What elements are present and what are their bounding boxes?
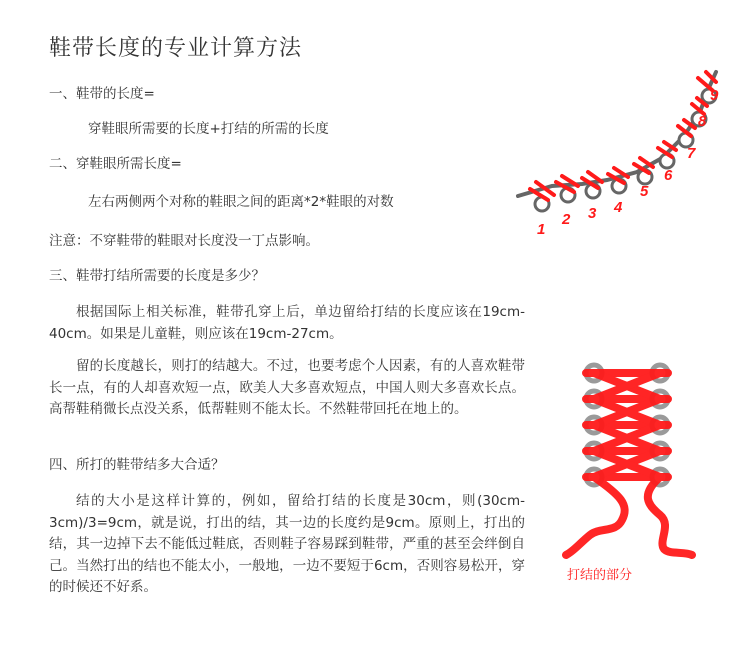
lace-tail-right: [648, 477, 692, 555]
section-2-body: 左右两侧两个对称的鞋眼之间的距离*2*鞋眼的对数: [88, 194, 394, 210]
lacing-caption: 打结的部分: [567, 568, 633, 583]
eyelet-number-1: 1: [537, 221, 546, 238]
lace-tail-left: [566, 477, 625, 555]
section-3-heading: 三、鞋带打结所需要的长度是多少？: [49, 268, 265, 284]
section-1-body: 穿鞋眼所需要的长度+打结的所需的长度: [88, 121, 329, 137]
section-2-heading: 二、穿鞋眼所需长度=: [49, 156, 182, 172]
section-3-paragraph-2: 留的长度越长，则打的结越大。不过，也要考虑个人因素，有的人喜欢鞋带长一点，有的人却喜欢短一点，欧美人大多喜欢短点，中国人则大多喜欢长点。高帮鞋稍微长点没关系，低帮鞋则不能太长。不然鞋带回托在地上的。: [49, 358, 525, 417]
eyelet-diagram: [512, 64, 727, 244]
section-1-heading: 一、鞋带的长度=: [49, 86, 155, 102]
eyelet-number-2: 2: [562, 211, 571, 228]
eyelet-number-5: 5: [640, 183, 649, 200]
page-title: 鞋带长度的专业计算方法: [49, 36, 303, 61]
eyelet-number-6: 6: [664, 167, 673, 184]
eyelet-number-3: 3: [588, 205, 597, 222]
eyelet-number-4: 4: [614, 199, 623, 216]
section-4-paragraph-1: 结的大小是这样计算的，例如，留给打结的长度是30cm，则(30cm-3cm)/3=9cm，就是说，打出的结，其一边的长度约是9cm。原则上，打出的结，其一边掉下去不能低过鞋底，否则鞋子容易踩到鞋带，严重的甚至会绊倒自己。当然打出的结也不能太小，一般地，一边不要短于6cm，否则容易松开，穿的时候还不好系。: [49, 493, 525, 595]
eyelet-number-7: 7: [687, 145, 696, 162]
note-text: 注意：不穿鞋带的鞋眼对长度没一丁点影响。: [49, 233, 319, 249]
section-3-paragraph-1: 根据国际上相关标准，鞋带孔穿上后，单边留给打结的长度应该在19cm-40cm。如果是儿童鞋，则应该在19cm-27cm。: [49, 304, 525, 342]
section-4-heading: 四、所打的鞋带结多大合适？: [49, 457, 225, 473]
eyelet-number-9: 9: [710, 87, 719, 104]
eyelet-number-8: 8: [698, 113, 707, 130]
lacing-diagram: [560, 355, 700, 565]
